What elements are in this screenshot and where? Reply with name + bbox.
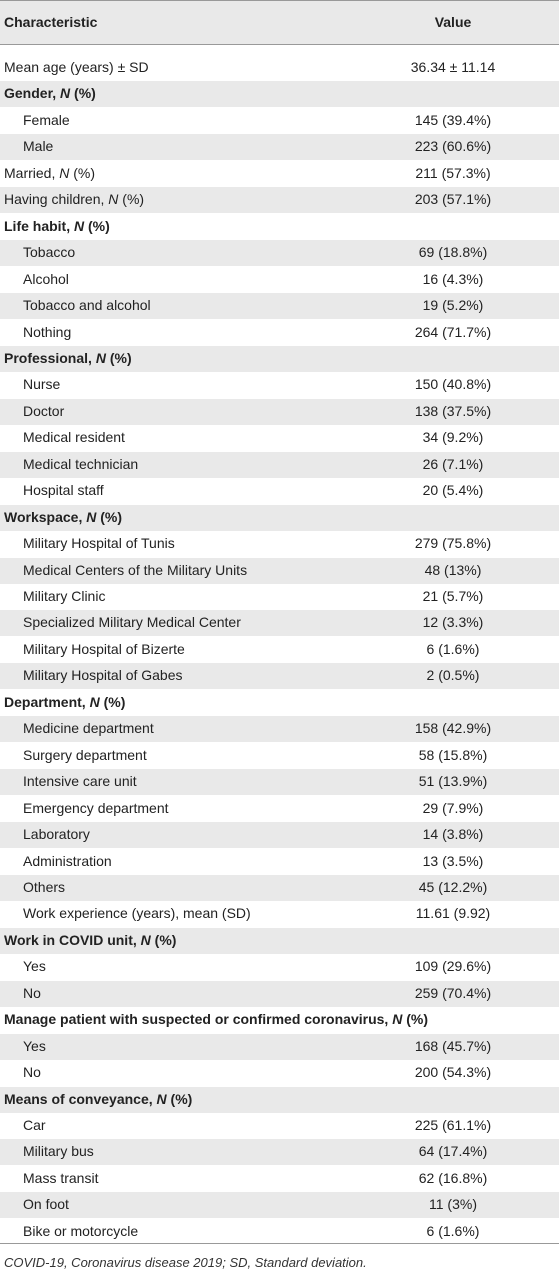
row-label: Having children, N (%): [4, 191, 145, 208]
row-label: Medical technician: [23, 455, 139, 472]
row-value: 48 (13%): [424, 561, 482, 578]
table-row: [0, 901, 559, 927]
table-row: [0, 267, 559, 293]
row-value: 29 (7.9%): [422, 799, 484, 816]
row-value: 225 (61.1%): [414, 1117, 492, 1133]
row-value: 264 (71.7%): [414, 323, 492, 340]
row-label: Tobacco: [23, 244, 76, 261]
row-label: Female: [23, 111, 70, 128]
row-value: 203 (57.1%): [414, 191, 492, 208]
row-value: 259 (70.4%): [414, 984, 492, 1001]
row-label: Medical Centers of the Military Units: [23, 561, 248, 578]
table-row: [0, 875, 559, 901]
table-row: [0, 1060, 559, 1086]
row-label: Military Clinic: [23, 588, 106, 604]
category-row: [0, 928, 559, 954]
row-value: 6 (1.6%): [426, 1222, 480, 1239]
table-row: [0, 981, 559, 1007]
table-row: [0, 796, 559, 822]
row-label: Workspace, N (%): [4, 508, 123, 525]
table-row: [0, 187, 559, 213]
category-row: [0, 690, 559, 716]
row-label: Others: [23, 878, 66, 895]
row-value: 279 (75.8%): [414, 535, 492, 552]
row-value: 45 (12.2%): [418, 878, 488, 895]
row-label: Married, N (%): [4, 164, 96, 181]
table-row: [0, 954, 559, 980]
table-row: [0, 531, 559, 557]
row-value: 13 (3.5%): [422, 852, 484, 869]
row-value: 19 (5.2%): [422, 297, 484, 314]
category-row: [0, 1007, 559, 1033]
bottom-rule: [0, 1243, 559, 1244]
table-row: [0, 716, 559, 742]
table-row: [0, 399, 559, 425]
row-label: Work experience (years), mean (SD): [23, 905, 251, 922]
row-label: Laboratory: [23, 826, 90, 843]
row-label: Yes: [23, 958, 46, 975]
row-value: 34 (9.2%): [422, 429, 484, 446]
row-label: Intensive care unit: [23, 773, 137, 790]
row-label: Alcohol: [23, 270, 69, 287]
row-label: Mass transit: [23, 1169, 99, 1186]
category-row: [0, 1087, 559, 1113]
category-row: [0, 214, 559, 240]
row-label: No: [23, 984, 41, 1001]
row-value: 69 (18.8%): [418, 244, 488, 261]
row-label: Emergency department: [23, 799, 169, 816]
row-label: Hospital staff: [23, 482, 104, 499]
row-value: 6 (1.6%): [426, 640, 480, 657]
row-value: 16 (4.3%): [422, 270, 484, 287]
row-label: Car: [23, 1117, 46, 1133]
row-label: Tobacco and alcohol: [23, 297, 151, 314]
row-value: 11.61 (9.92): [415, 905, 491, 922]
row-value: 150 (40.8%): [414, 376, 492, 393]
row-label: No: [23, 1064, 41, 1081]
row-label: Military Hospital of Bizerte: [23, 640, 185, 657]
row-label: Means of conveyance, N (%): [4, 1090, 193, 1107]
row-label: Department, N (%): [4, 693, 126, 710]
table-row: [0, 372, 559, 398]
row-label: Work in COVID unit, N (%): [4, 931, 177, 948]
row-label: Military Hospital of Tunis: [23, 535, 175, 552]
row-label: Manage patient with suspected or confirmed coronavirus, N (%): [4, 1011, 428, 1028]
table-row: [0, 610, 559, 636]
row-value: 21 (5.7%): [422, 588, 484, 604]
row-value: 200 (54.3%): [414, 1064, 492, 1081]
row-label: Male: [23, 138, 54, 155]
row-label: Yes: [23, 1037, 46, 1054]
row-value: 36.34 ± 11.14: [410, 59, 496, 75]
row-value: 20 (5.4%): [422, 482, 484, 499]
table-row: [0, 320, 559, 346]
row-value: 145 (39.4%): [414, 111, 492, 128]
table-row: [0, 1192, 559, 1218]
row-label: On foot: [23, 1196, 69, 1213]
table-row: [0, 1139, 559, 1165]
table-header: [0, 0, 559, 44]
table-footnote: COVID-19, Coronavirus disease 2019; SD, Standard deviation.: [4, 1255, 367, 1270]
top-rule: [0, 0, 559, 1]
table-row: [0, 55, 559, 81]
row-value: 168 (45.7%): [414, 1037, 492, 1054]
category-row: [0, 81, 559, 107]
table-row: [0, 743, 559, 769]
header-characteristic: Characteristic: [4, 14, 98, 30]
row-label: Bike or motorcycle: [23, 1222, 139, 1239]
row-value: 51 (13.9%): [418, 773, 488, 790]
category-row: [0, 505, 559, 531]
row-value: 138 (37.5%): [414, 402, 492, 419]
row-label: Gender, N (%): [4, 85, 96, 102]
row-label: Professional, N (%): [4, 349, 132, 366]
row-label: Medical resident: [23, 429, 125, 446]
table-row: [0, 1113, 559, 1139]
row-value: 158 (42.9%): [414, 720, 492, 737]
row-label: Doctor: [23, 402, 65, 419]
table-row: [0, 478, 559, 504]
row-value: 2 (0.5%): [426, 667, 480, 684]
table-row: [0, 558, 559, 584]
row-label: Medicine department: [23, 720, 154, 737]
row-value: 64 (17.4%): [418, 1143, 488, 1160]
category-row: [0, 346, 559, 372]
table-row: [0, 822, 559, 848]
row-value: 11 (3%): [429, 1196, 477, 1213]
row-label: Nurse: [23, 376, 61, 393]
row-value: 62 (16.8%): [418, 1169, 488, 1186]
row-label: Surgery department: [23, 746, 147, 763]
row-value: 58 (15.8%): [418, 746, 488, 763]
row-label: Mean age (years) ± SD: [4, 59, 149, 75]
row-label: Specialized Military Medical Center: [23, 614, 241, 631]
table-row: [0, 134, 559, 160]
table-row: [0, 1219, 559, 1245]
row-value: 109 (29.6%): [414, 958, 492, 975]
table-row: [0, 293, 559, 319]
row-label: Military bus: [23, 1143, 94, 1160]
row-label: Administration: [23, 852, 112, 869]
table-row: [0, 637, 559, 663]
row-label: Military Hospital of Gabes: [23, 667, 183, 684]
table-row: [0, 161, 559, 187]
header-value: Value: [434, 14, 472, 30]
header-rule: [0, 44, 559, 45]
row-value: 26 (7.1%): [422, 455, 484, 472]
row-value: 211 (57.3%): [415, 164, 491, 181]
table-row: [0, 452, 559, 478]
table-row: [0, 1166, 559, 1192]
table-row: [0, 240, 559, 266]
table-row: [0, 425, 559, 451]
row-label: Life habit, N (%): [4, 217, 110, 234]
table-row: [0, 663, 559, 689]
table-row: [0, 1034, 559, 1060]
table-row: [0, 584, 559, 610]
row-value: 12 (3.3%): [422, 614, 484, 631]
table-row: [0, 849, 559, 875]
table-row: [0, 769, 559, 795]
table-row: [0, 108, 559, 134]
row-label: Nothing: [23, 323, 72, 340]
row-value: 223 (60.6%): [414, 138, 492, 155]
row-value: 14 (3.8%): [422, 826, 484, 843]
